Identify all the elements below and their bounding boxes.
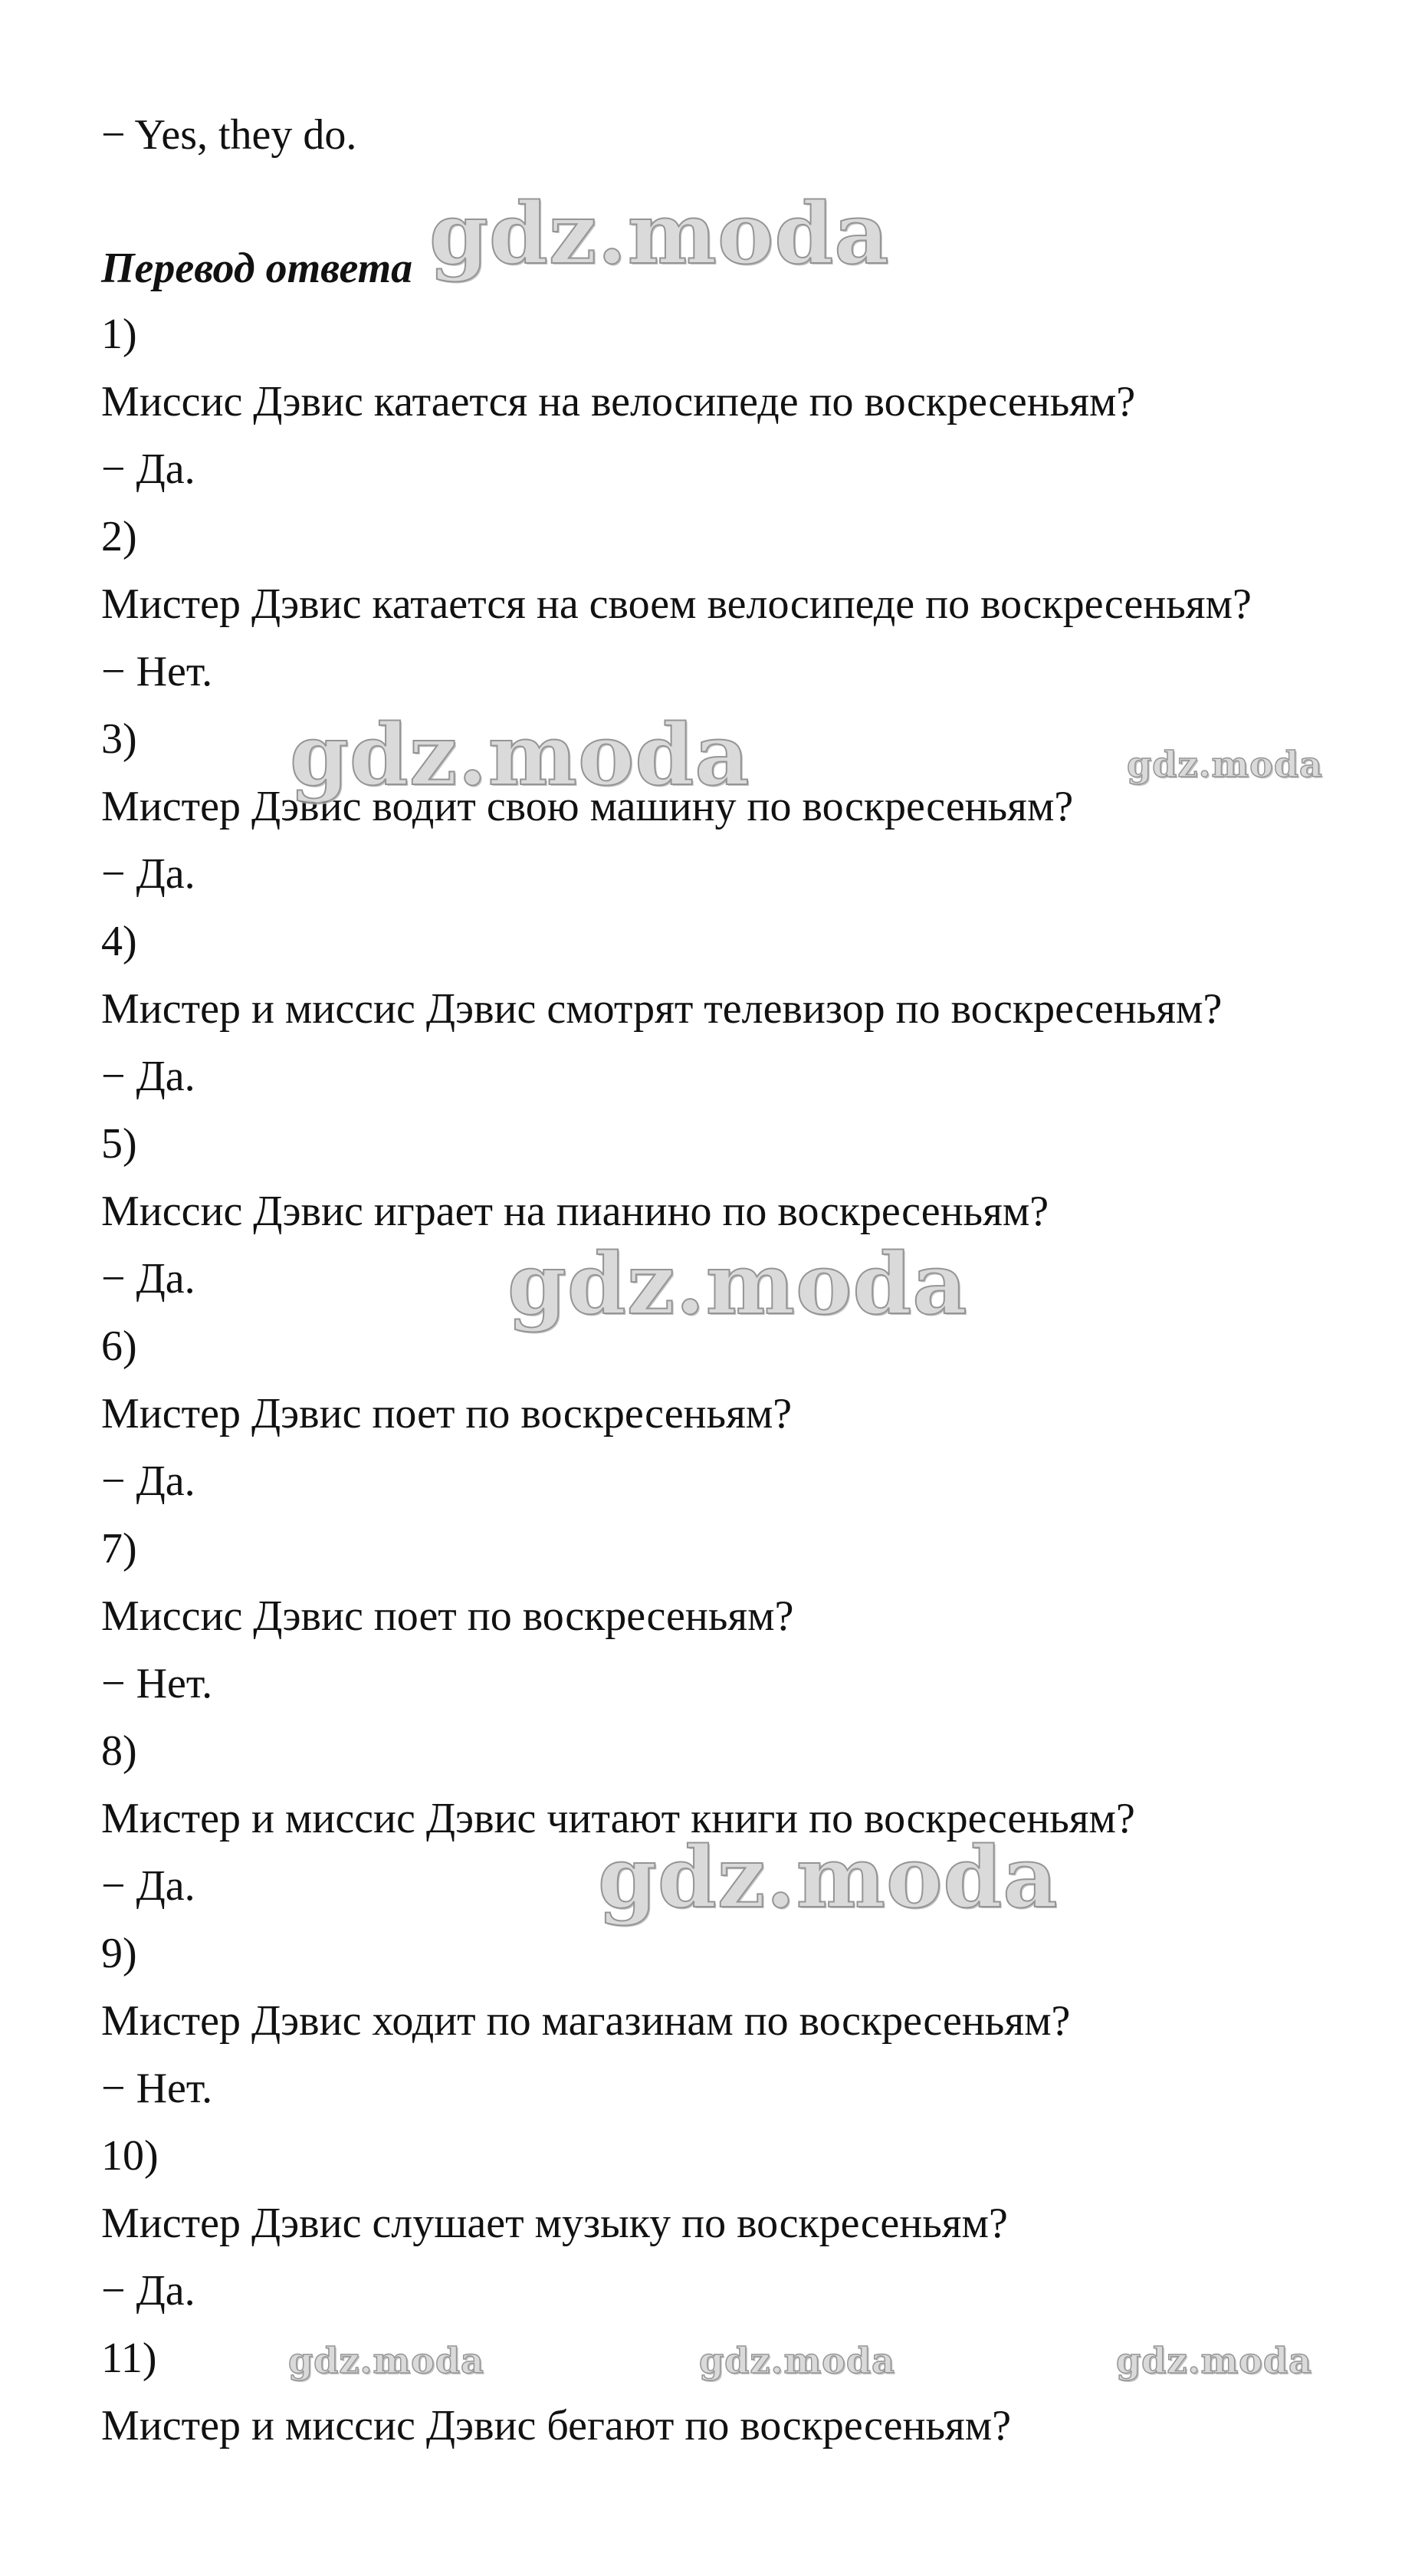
- question-line: Мистер Дэвис слушает музыку по воскресеньям?: [101, 2200, 1008, 2247]
- answer-line: − Нет.: [101, 648, 213, 695]
- answer-line: − Да.: [101, 1053, 195, 1100]
- item-number: 8): [101, 1727, 137, 1775]
- question-line: Мистер Дэвис катается на своем велосипеде по воскресеньям?: [101, 580, 1252, 628]
- watermark: gdz.moda: [699, 2340, 895, 2381]
- watermark: gdz.moda: [290, 705, 750, 804]
- question-line: Миссис Дэвис играет на пианино по воскресеньям?: [101, 1188, 1049, 1235]
- question-line: Миссис Дэвис катается на велосипеде по воскресеньям?: [101, 378, 1136, 426]
- question-line: Мистер и миссис Дэвис смотрят телевизор по воскресеньям?: [101, 985, 1223, 1033]
- answer-line: − Да.: [101, 1457, 195, 1505]
- question-line: Мистер и миссис Дэвис читают книги по воскресеньям?: [101, 1795, 1135, 1842]
- question-line: Мистер и миссис Дэвис бегают по воскресеньям?: [101, 2402, 1012, 2450]
- answer-line: − Да.: [101, 1862, 195, 1910]
- answer-line: − Yes, they do.: [101, 111, 357, 159]
- translation-heading: Перевод ответа: [101, 245, 413, 292]
- watermark: gdz.moda: [507, 1234, 968, 1333]
- item-number: 10): [101, 2132, 159, 2180]
- answer-line: − Нет.: [101, 1660, 213, 1707]
- question-line: Мистер Дэвис водит свою машину по воскресеньям?: [101, 783, 1074, 830]
- watermark: gdz.moda: [429, 184, 890, 283]
- item-number: 9): [101, 1930, 137, 1977]
- item-number: 4): [101, 918, 137, 965]
- watermark: gdz.moda: [1127, 744, 1323, 785]
- answer-line: − Да.: [101, 1255, 195, 1303]
- item-number: 1): [101, 310, 137, 358]
- answer-line: − Да.: [101, 850, 195, 898]
- item-number: 3): [101, 715, 137, 763]
- item-number: 6): [101, 1322, 137, 1370]
- question-line: Мистер Дэвис поет по воскресеньям?: [101, 1390, 793, 1438]
- watermark: gdz.moda: [598, 1828, 1059, 1927]
- answer-line: − Да.: [101, 445, 195, 493]
- item-number: 11): [101, 2334, 157, 2382]
- watermark: gdz.moda: [1116, 2340, 1312, 2381]
- item-number: 5): [101, 1120, 137, 1168]
- item-number: 7): [101, 1525, 137, 1572]
- answer-line: − Да.: [101, 2267, 195, 2315]
- question-line: Миссис Дэвис поет по воскресеньям?: [101, 1592, 794, 1640]
- answer-line: − Нет.: [101, 2065, 213, 2112]
- watermark: gdz.moda: [288, 2340, 484, 2381]
- question-line: Мистер Дэвис ходит по магазинам по воскресеньям?: [101, 1997, 1071, 2045]
- item-number: 2): [101, 513, 137, 560]
